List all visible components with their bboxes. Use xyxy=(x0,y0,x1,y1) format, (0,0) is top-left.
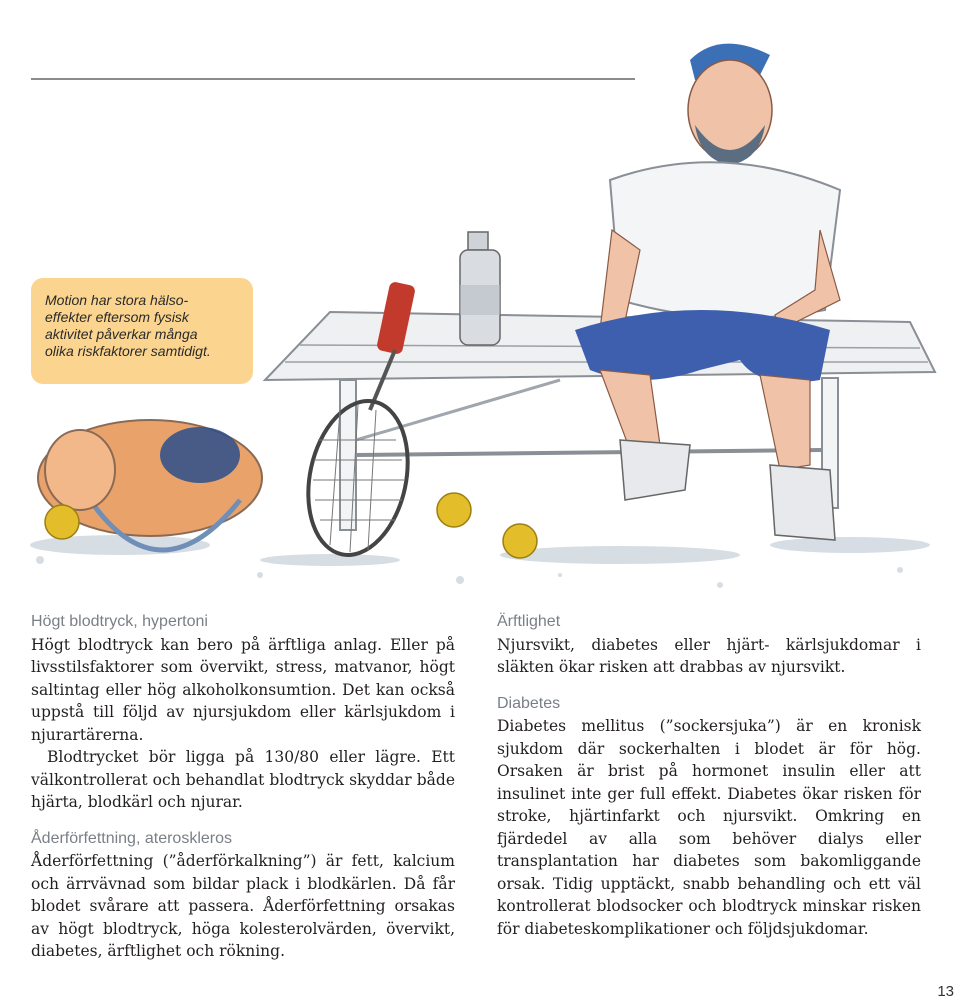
section-heading-ateroskleros: Åderförfettning, ateroskleros xyxy=(31,829,232,847)
paragraph: Högt blodtryck kan bero på ärftliga anlag. Eller på livsstilsfaktorer som övervikt, stress, matvanor, högt saltintag eller hög alkoholkonsumtion. Det kan också uppstå till följd av njursjukdom eller kärlsjukdom i njurartärerna. xyxy=(31,635,455,744)
paragraph: Diabetes mellitus (”sockersjuka”) är en kronisk sjukdom där sockerhalten i blodet är för hög. Orsaken är brist på hormonet insulin eller att insulinet inte ger full effekt. Diabetes ökar risken för stroke, hjärtinfarkt och njursvikt. Omkring en fjärdedel av alla som behöver dialys eller transplantation har diabetes som bakomliggande orsak. Tidig upptäckt, snabb behandling och ett väl kontrollerat blodsocker och blodtryck minskar risken för diabeteskomplikationer och följdsjukdomar. xyxy=(497,717,921,938)
section-heading-diabetes: Diabetes xyxy=(497,694,561,712)
page-number: 13 xyxy=(937,983,954,1000)
paragraph: Njursvikt, diabetes eller hjärt- kärlsjukdomar i släkten ökar risken att drabbas av njursvikt. xyxy=(497,635,921,676)
man-icon xyxy=(575,44,840,540)
info-callout xyxy=(31,278,253,384)
paragraph: Åderförfettning (”åderförkalkning”) är fett, kalcium och ärrvävnad som bildar plack i blodkärlen. Då får blodet svårare att passera. Åderförfettning orsakas av högt blodtryck, höga kolesterolvärden, övervikt, diabetes, ärftlighet och rökning. xyxy=(31,852,455,960)
callout-line: Motion har stora hälso- xyxy=(45,292,189,308)
left-column xyxy=(31,611,455,963)
callout-line: olika riskfaktorer samtidigt. xyxy=(45,343,211,359)
paragraph: Blodtrycket bör ligga på 130/80 eller lägre. Ett välkontrollerat och behandlat blodtryck skyddar både hjärta, blodkärl och njurar. xyxy=(31,748,455,811)
callout-line: effekter eftersom fysisk xyxy=(45,309,189,325)
water-bottle-icon xyxy=(460,232,500,345)
section-heading-hypertoni: Högt blodtryck, hypertoni xyxy=(31,613,208,630)
callout-line: aktivitet påverkar många xyxy=(45,326,198,342)
floor-splatter xyxy=(30,535,930,588)
section-heading-arftlighet: Ärftlighet xyxy=(497,613,561,630)
right-column xyxy=(497,611,921,940)
